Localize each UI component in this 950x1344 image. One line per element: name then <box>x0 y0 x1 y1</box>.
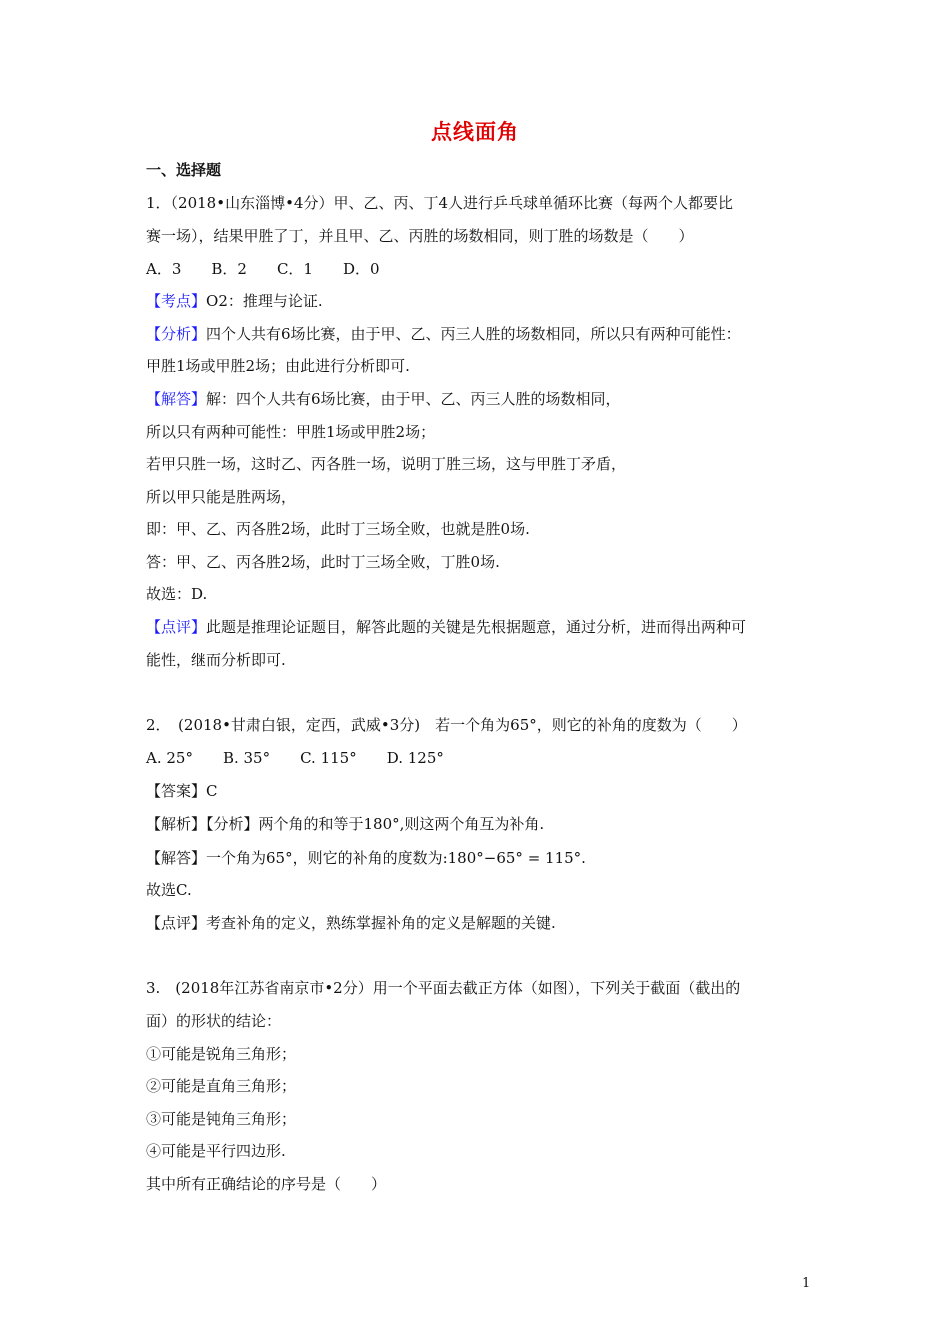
fenxi-tag: 【分析】 <box>146 325 207 343</box>
q1-fenxi <box>146 324 741 344</box>
q1-jieda-line3: 若甲只胜一场，这时乙、丙各胜一场，说明丁胜三场，这与甲胜丁矛盾， <box>146 455 627 473</box>
jieda-tag: 【解答】 <box>146 390 207 408</box>
q1-kaodian <box>146 291 323 311</box>
q1-dianping <box>146 617 746 637</box>
q3-stem-line2: 面）的形状的结论： <box>146 1012 282 1030</box>
q2-choose: 故选C. <box>146 881 192 899</box>
fenxi-text: 四个人共有6场比赛，由于甲、乙、丙三人胜的场数相同，所以只有两种可能性： <box>206 325 741 343</box>
q2-solution: 【解答】一个角为65°，则它的补角的度数为:180°−65° = 115°. <box>146 849 586 867</box>
q1-jieda-line5: 即：甲、乙、丙各胜2场，此时丁三场全败，也就是胜0场. <box>146 520 530 538</box>
kaodian-text: O2：推理与论证. <box>206 292 323 310</box>
q2-stem: 2． (2018•甘肃白银，定西，武威•3分) 若一个角为65°，则它的补角的度数为（ ） <box>146 716 747 734</box>
q2-analysis: 【解析】【分析】两个角的和等于180°,则这两个角互为补角. <box>146 815 545 833</box>
q1-jieda-line2: 所以只有两种可能性：甲胜1场或甲胜2场； <box>146 423 436 441</box>
dianping-text: 此题是推理论证题目，解答此题的关键是先根据题意，通过分析，进而得出两种可 <box>206 618 747 636</box>
q1-stem-line1: 1．（2018•山东淄博•4分）甲、乙、丙、丁4人进行乒乓球单循环比赛（每两个人都要比 <box>146 194 734 212</box>
q2-answer: 【答案】C <box>146 782 218 800</box>
page-number: 1 <box>802 1276 811 1291</box>
q3-stem-line1: 3. (2018年江苏省南京市•2分）用一个平面去截正方体（如图），下列关于截面（截出的 <box>146 979 741 997</box>
q3-conclusion-2: ②可能是直角三角形； <box>146 1077 297 1095</box>
q1-fenxi-line2: 甲胜1场或甲胜2场；由此进行分析即可. <box>146 357 410 375</box>
q1-jieda <box>146 389 621 409</box>
dianping-tag: 【点评】 <box>146 618 207 636</box>
q2-comment: 【点评】考查补角的定义，熟练掌握补角的定义是解题的关键. <box>146 914 556 932</box>
q1-jieda-line4: 所以甲只能是胜两场， <box>146 488 297 506</box>
q3-question: 其中所有正确结论的序号是（ ） <box>146 1175 387 1193</box>
jieda-text: 解：四个人共有6场比赛，由于甲、乙、丙三人胜的场数相同， <box>206 390 621 408</box>
q1-options: A．3 B．2 C．1 D．0 <box>146 260 380 278</box>
page-title: 点线面角 <box>431 120 519 144</box>
q1-jieda-line7: 故选：D. <box>146 585 208 603</box>
q3-conclusion-4: ④可能是平行四边形. <box>146 1142 286 1160</box>
q2-options: A. 25° B. 35° C. 115° D. 125° <box>146 749 444 767</box>
q1-stem-line2: 赛一场），结果甲胜了丁，并且甲、乙、丙胜的场数相同，则丁胜的场数是（ ） <box>146 227 694 245</box>
q3-conclusion-1: ①可能是锐角三角形； <box>146 1045 297 1063</box>
section-heading: 一、选择题 <box>146 161 222 179</box>
q3-conclusion-3: ③可能是钝角三角形； <box>146 1110 297 1128</box>
q1-jieda-line6: 答：甲、乙、丙各胜2场，此时丁三场全败，丁胜0场. <box>146 553 500 571</box>
kaodian-tag: 【考点】 <box>146 292 207 310</box>
q1-dianping-line2: 能性，继而分析即可. <box>146 651 286 669</box>
